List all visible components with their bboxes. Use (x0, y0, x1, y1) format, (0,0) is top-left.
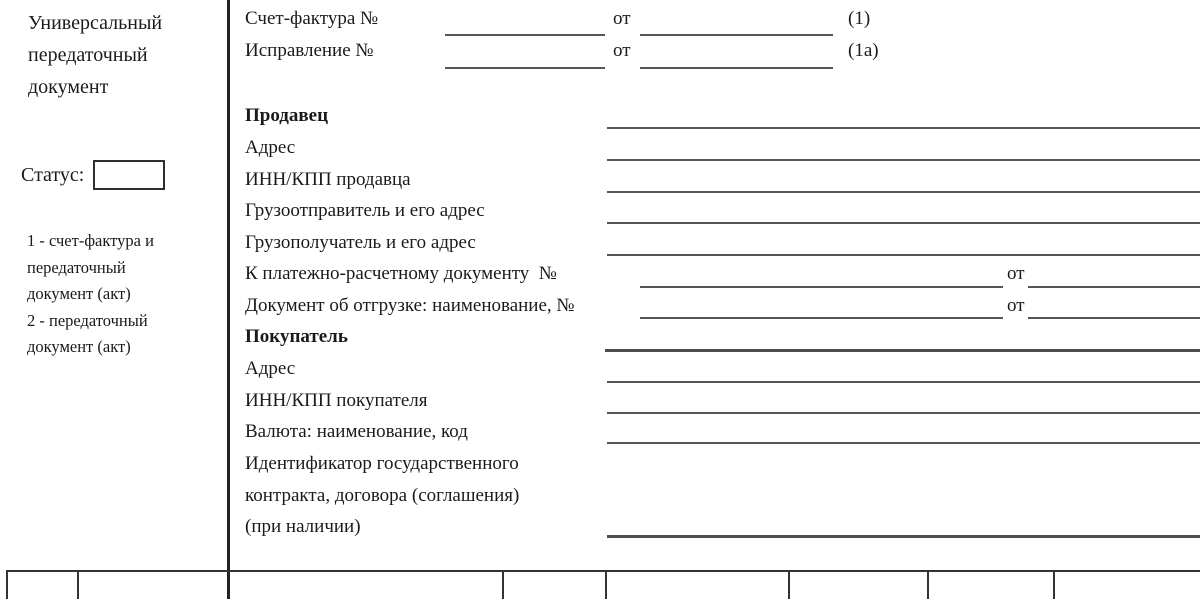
seller-name-field[interactable] (607, 127, 1200, 129)
consignee-label: Грузополучатель и его адрес (245, 232, 476, 253)
table-col-border-6 (927, 570, 929, 599)
gov-contract-label-line1: Идентификатор государственного (245, 453, 519, 474)
payment-doc-label: К платежно-расчетному документу № (245, 263, 557, 284)
table-col-border-4 (605, 570, 607, 599)
legend-item-2: 2 - передаточный документ (акт) (27, 310, 148, 356)
correction-note: (1а) (848, 40, 879, 61)
document-title: Универсальный передаточный документ (28, 12, 163, 98)
table-col-border-1 (6, 570, 8, 599)
currency-label: Валюта: наименование, код (245, 421, 468, 442)
buyer-inn-kpp-field[interactable] (607, 412, 1200, 414)
table-col-border-5 (788, 570, 790, 599)
seller-address-field[interactable] (607, 159, 1200, 161)
invoice-number-label: Счет-фактура № (245, 8, 379, 29)
shipping-doc-from-label: от (1007, 295, 1025, 316)
buyer-name-field[interactable] (605, 349, 1200, 352)
buyer-inn-kpp-label: ИНН/КПП покупателя (245, 390, 428, 411)
buyer-label: Покупатель (245, 326, 348, 347)
currency-field[interactable] (607, 442, 1200, 444)
shipping-doc-label: Документ об отгрузке: наименование, № (245, 295, 575, 316)
buyer-address-label: Адрес (245, 358, 296, 379)
table-col-border-3 (502, 570, 504, 599)
table-col-border-2 (77, 570, 79, 599)
consignee-field[interactable] (607, 254, 1200, 256)
invoice-from-label: от (613, 8, 631, 29)
status-legend (27, 228, 192, 361)
gov-contract-label-line2: контракта, договора (соглашения) (245, 485, 520, 506)
seller-inn-kpp-field[interactable] (607, 191, 1200, 193)
invoice-date-field[interactable] (640, 34, 833, 36)
payment-doc-number-field[interactable] (640, 286, 1003, 288)
correction-number-field[interactable] (445, 67, 605, 69)
shipping-doc-date-field[interactable] (1028, 317, 1200, 319)
vertical-divider (227, 0, 230, 599)
status-label: Статус: (21, 163, 85, 186)
status-row (21, 160, 165, 190)
correction-from-label: от (613, 40, 631, 61)
gov-contract-field[interactable] (607, 535, 1200, 538)
payment-doc-date-field[interactable] (1028, 286, 1200, 288)
status-value-box[interactable] (93, 160, 165, 190)
legend-item-1: 1 - счет-фактура и передаточный документ (акт) (27, 231, 154, 303)
seller-label: Продавец (245, 105, 329, 126)
table-col-border-7 (1053, 570, 1055, 599)
gov-contract-label-line3: (при наличии) (245, 516, 361, 537)
consignor-field[interactable] (607, 222, 1200, 224)
seller-inn-kpp-label: ИНН/КПП продавца (245, 169, 411, 190)
invoice-note: (1) (848, 8, 871, 29)
correction-number-label: Исправление № (245, 40, 374, 61)
shipping-doc-number-field[interactable] (640, 317, 1003, 319)
table-top-border (6, 570, 1200, 572)
payment-doc-from-label: от (1007, 263, 1025, 284)
buyer-address-field[interactable] (607, 381, 1200, 383)
correction-date-field[interactable] (640, 67, 833, 69)
invoice-number-field[interactable] (445, 34, 605, 36)
consignor-label: Грузоотправитель и его адрес (245, 200, 485, 221)
seller-address-label: Адрес (245, 137, 296, 158)
